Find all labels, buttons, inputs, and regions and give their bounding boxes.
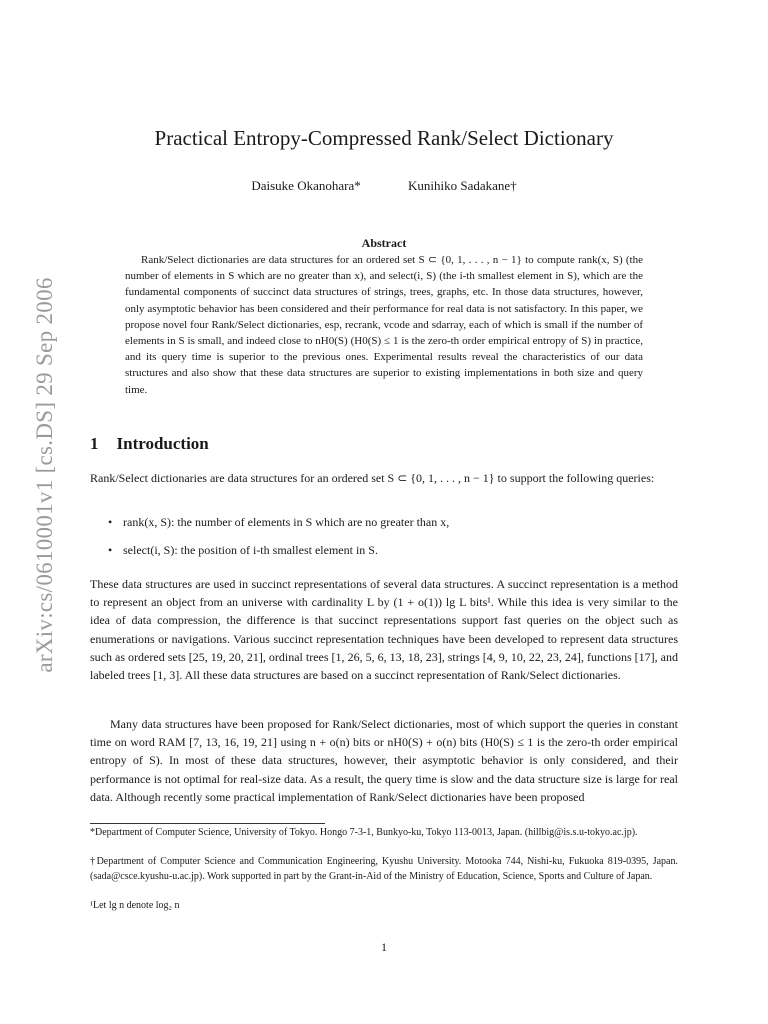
footnote-rule: [90, 823, 325, 824]
abstract-heading: Abstract: [361, 236, 407, 250]
arxiv-stamp-text: arXiv:cs/0610001v1 [cs.DS] 29 Sep 2006: [32, 277, 57, 673]
author-1: Daisuke Okanohara*: [251, 178, 361, 193]
arxiv-stamp: [16, 250, 57, 700]
list-item: [108, 515, 449, 530]
footnote-1: *Department of Computer Science, University of Tokyo. Hongo 7-3-1, Bunkyo-ku, Tokyo 113-0013, Japan. (hillbig@is.s.u-tokyo.ac.jp).: [90, 827, 638, 838]
intro-paragraph-3: Many data structures have been proposed for Rank/Select dictionaries, most of which support the queries in constant time on word RAM [7, 13, 16, 19, 21] using n + o(n) bits or nH0(S) + o(n) bits (H0(S) ≤ 1 is the zero-th order empirical entropy of S). In most of these data structures, however, their asymptotic behavior is only considered, and their performance is not optimal for real-size data. As a result, the query time is slow and the data structure size is large for real data. Although recently some practical implementation of Rank/Select dictionaries have been proposed: [90, 717, 678, 804]
footnote-2: †Department of Computer Science and Communication Engineering, Kyushu University. Motooka 744, Nishi-ku, Fukuoka 819-0395, Japan. (sada@csce.kyushu-u.ac.jp). Work supported in part by the Grant-in-Aid of the Ministry of Education, Science, Sports and Culture of Japan.: [90, 856, 678, 882]
author-list: [0, 178, 768, 194]
section-number: 1: [90, 434, 99, 453]
footnote-3: ¹Let lg n denote log₂ n: [90, 900, 180, 911]
abstract-text: Rank/Select dictionaries are data structures for an ordered set S ⊂ {0, 1, . . . , n − 1} to compute rank(x, S) (the number of elements in S which are no greater than x), and select(i, S) (the i-th smallest element in S), which are the fundamental components of succinct data structures of strings, trees, graphs, etc. In those data structures, however, only asymptotic behavior has been considered and their performance for real data is not satisfactory. In this paper, we propose novel four Rank/Select dictionaries, esp, recrank, vcode and sdarray, each of which is small if the number of elements in S is small, and indeed close to nH0(S) (H0(S) ≤ 1 is the zero-th order empirical entropy of S) in practice, and its query time is superior to the previous ones. Experimental results reveal the characteristics of our data structures and also show that these data structures are superior to existing implementations in both size and query time.: [125, 254, 643, 396]
bullet-text: select(i, S): the position of i-th smallest element in S.: [123, 543, 378, 557]
bullet-text: rank(x, S): the number of elements in S which are no greater than x,: [123, 515, 450, 529]
intro-paragraph-1: Rank/Select dictionaries are data structures for an ordered set S ⊂ {0, 1, . . . , n − 1} to support the following queries:: [90, 471, 655, 485]
intro-paragraph-2: These data structures are used in succinct representations of several data structures. A succinct representation is a method to represent an object from an universe with cardinality L by (1 + o(1)) lg L bits¹. While this idea is very similar to the idea of data compression, the difference is that succinct representations support fast queries on the object such as enumerations or navigations. Various succinct representation techniques have been developed to represent data structures such as ordered sets [25, 19, 20, 21], ordinal trees [1, 26, 5, 6, 13, 18, 23], strings [4, 9, 10, 22, 23, 24], functions [17], and labeled trees [1, 3]. All these data structures are based on a succinct representation of Rank/Select dictionaries.: [90, 577, 678, 683]
author-2: Kunihiko Sadakane†: [407, 178, 517, 193]
query-list: [108, 515, 449, 571]
page-number: 1: [381, 940, 387, 954]
section-heading: [90, 434, 209, 454]
bullet-icon: •: [108, 515, 113, 529]
bullet-icon: •: [108, 543, 113, 557]
list-item: [108, 543, 449, 558]
section-title: Introduction: [116, 434, 209, 453]
paper-title: Practical Entropy-Compressed Rank/Select Dictionary: [154, 126, 614, 150]
